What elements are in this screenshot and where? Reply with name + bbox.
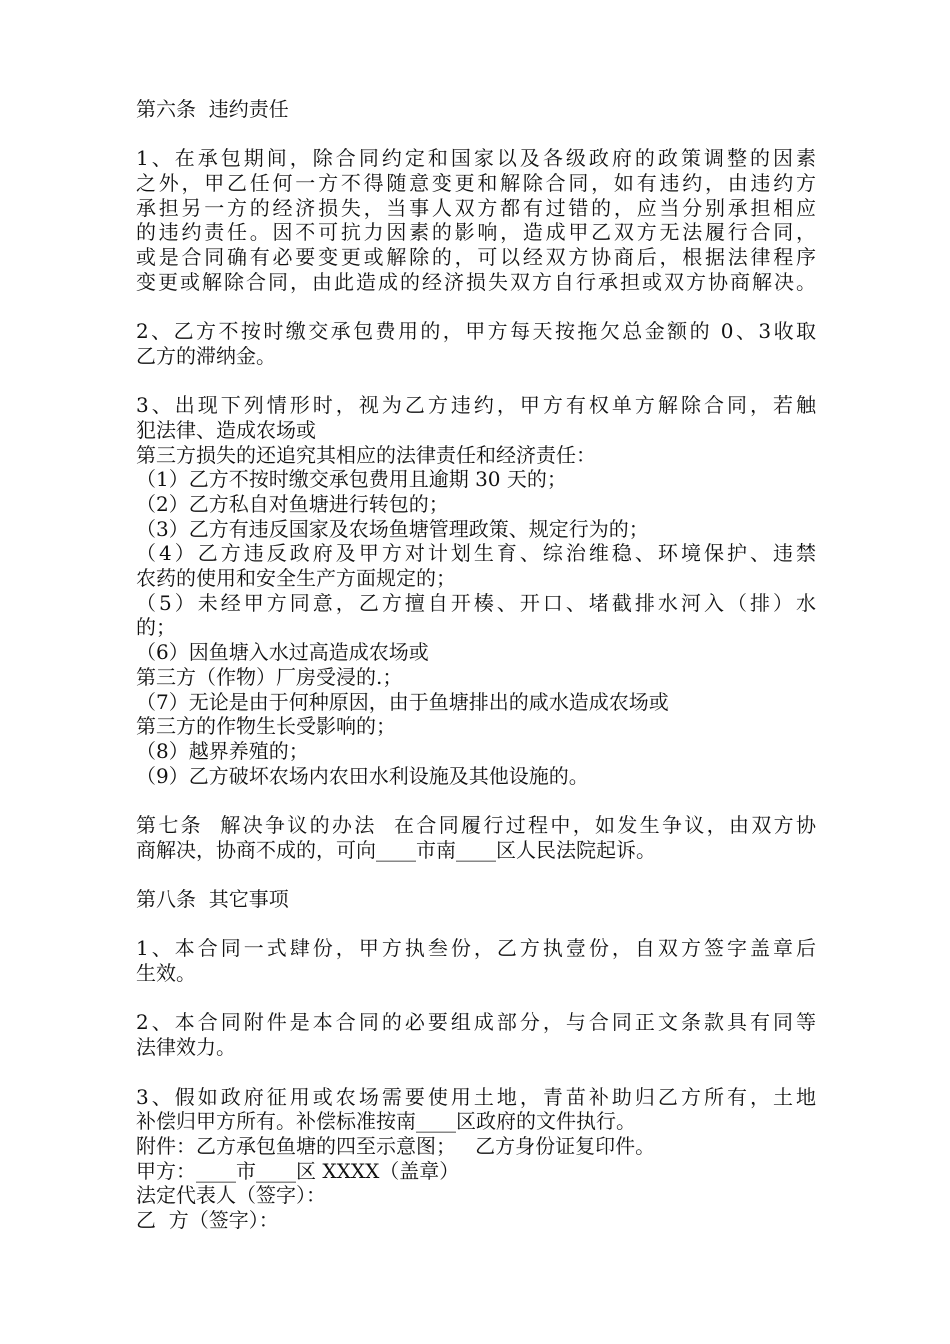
contract-page	[136, 97, 816, 1233]
text-line: 3、出现下列情形时，视为乙方违约，甲方有权单方解除合同，若触	[136, 393, 816, 418]
article-8-heading: 第八条 其它事项	[136, 887, 289, 911]
text-line: 的；	[136, 615, 176, 640]
article-6-paragraph-2	[136, 319, 816, 368]
text-line: 商解决，协商不成的，可向____市南____区人民法院起诉。	[136, 837, 656, 862]
text-line: 乙方的滞纳金。	[136, 343, 276, 368]
list-item: （6）因鱼塘入水过高造成农场或	[136, 640, 429, 665]
article-6-paragraph-1	[136, 146, 816, 294]
list-item: （7）无论是由于何种原因，由于鱼塘排出的咸水造成农场或	[136, 689, 669, 714]
text-line: 之外，甲乙任何一方不得随意变更和解除合同，如有违约，由违约方	[136, 171, 816, 196]
text-line: 1、在承包期间，除合同约定和国家以及各级政府的政策调整的因素	[136, 146, 816, 171]
list-item: （5）未经甲方同意，乙方擅自开楱、开口、堵截排水河入（排）水	[136, 590, 816, 615]
text-line: 补偿归甲方所有。补偿标准按南____区政府的文件执行。	[136, 1109, 636, 1134]
text-line: 生效。	[136, 961, 196, 986]
list-item: （9）乙方破坏农场内农田水利设施及其他设施的。	[136, 763, 589, 788]
party-a-line: 甲方：____市____区 XXXX（盖章）	[136, 1158, 460, 1183]
attachments-line: 附件：乙方承包鱼塘的四至示意图； 乙方身份证复印件。	[136, 1133, 656, 1158]
text-line: 变更或解除合同，由此造成的经济损失双方自行承担或双方协商解决。	[136, 269, 816, 294]
article-8-paragraph-3	[136, 1085, 816, 1134]
list-item: （2）乙方私自对鱼塘进行转包的；	[136, 492, 449, 516]
text-line: 法律效力。	[136, 1035, 236, 1060]
text-line: 第三方损失的还追究其相应的法律责任和经济责任：	[136, 442, 596, 467]
list-item: （1）乙方不按时缴交承包费用且逾期 30 天的；	[136, 467, 567, 492]
list-item: （4）乙方违反政府及甲方对计划生育、综治维稳、环境保护、违禁	[136, 541, 816, 566]
text-line: 农药的使用和安全生产方面规定的；	[136, 566, 456, 591]
text-line: 犯法律、造成农场或	[136, 417, 316, 442]
text-line: 2、本合同附件是本合同的必要组成部分，与合同正文条款具有同等	[136, 1010, 816, 1035]
list-item: （8）越界养殖的；	[136, 738, 309, 763]
text-line: 第三方（作物）厂房受浸的.；	[136, 664, 403, 689]
text-line: 承担另一方的经济损失，当事人双方都有过错的，应当分别承担相应	[136, 195, 816, 220]
legal-representative-line: 法定代表人（签字）：	[136, 1183, 326, 1208]
text-line: 的违约责任。因不可抗力因素的影响，造成甲乙双方无法履行合同，	[136, 220, 816, 245]
text-line: 3、假如政府征用或农场需要使用土地，青苗补助归乙方所有，土地	[136, 1084, 816, 1109]
text-line: 1、本合同一式肆份，甲方执叁份，乙方执壹份，自双方签字盖章后	[136, 936, 816, 961]
article-8-paragraph-1	[136, 936, 816, 985]
article-8-paragraph-2	[136, 1010, 816, 1059]
text-line: 2、乙方不按时缴交承包费用的，甲方每天按拖欠总金额的 0、3收取	[136, 319, 816, 344]
list-item: （3）乙方有违反国家及农场鱼塘管理政策、规定行为的；	[136, 516, 649, 541]
article-6-heading: 第六条 违约责任	[136, 97, 289, 121]
article-7	[136, 813, 816, 862]
article-6-paragraph-3	[136, 393, 816, 788]
text-line: 第七条 解决争议的办法 在合同履行过程中，如发生争议，由双方协	[136, 812, 816, 837]
text-line: 或是合同确有必要变更或解除的，可以经双方协商后，根据法律程序	[136, 245, 816, 270]
party-b-line: 乙 方（签字）：	[136, 1207, 279, 1232]
text-line: 第三方的作物生长受影响的；	[136, 714, 396, 739]
